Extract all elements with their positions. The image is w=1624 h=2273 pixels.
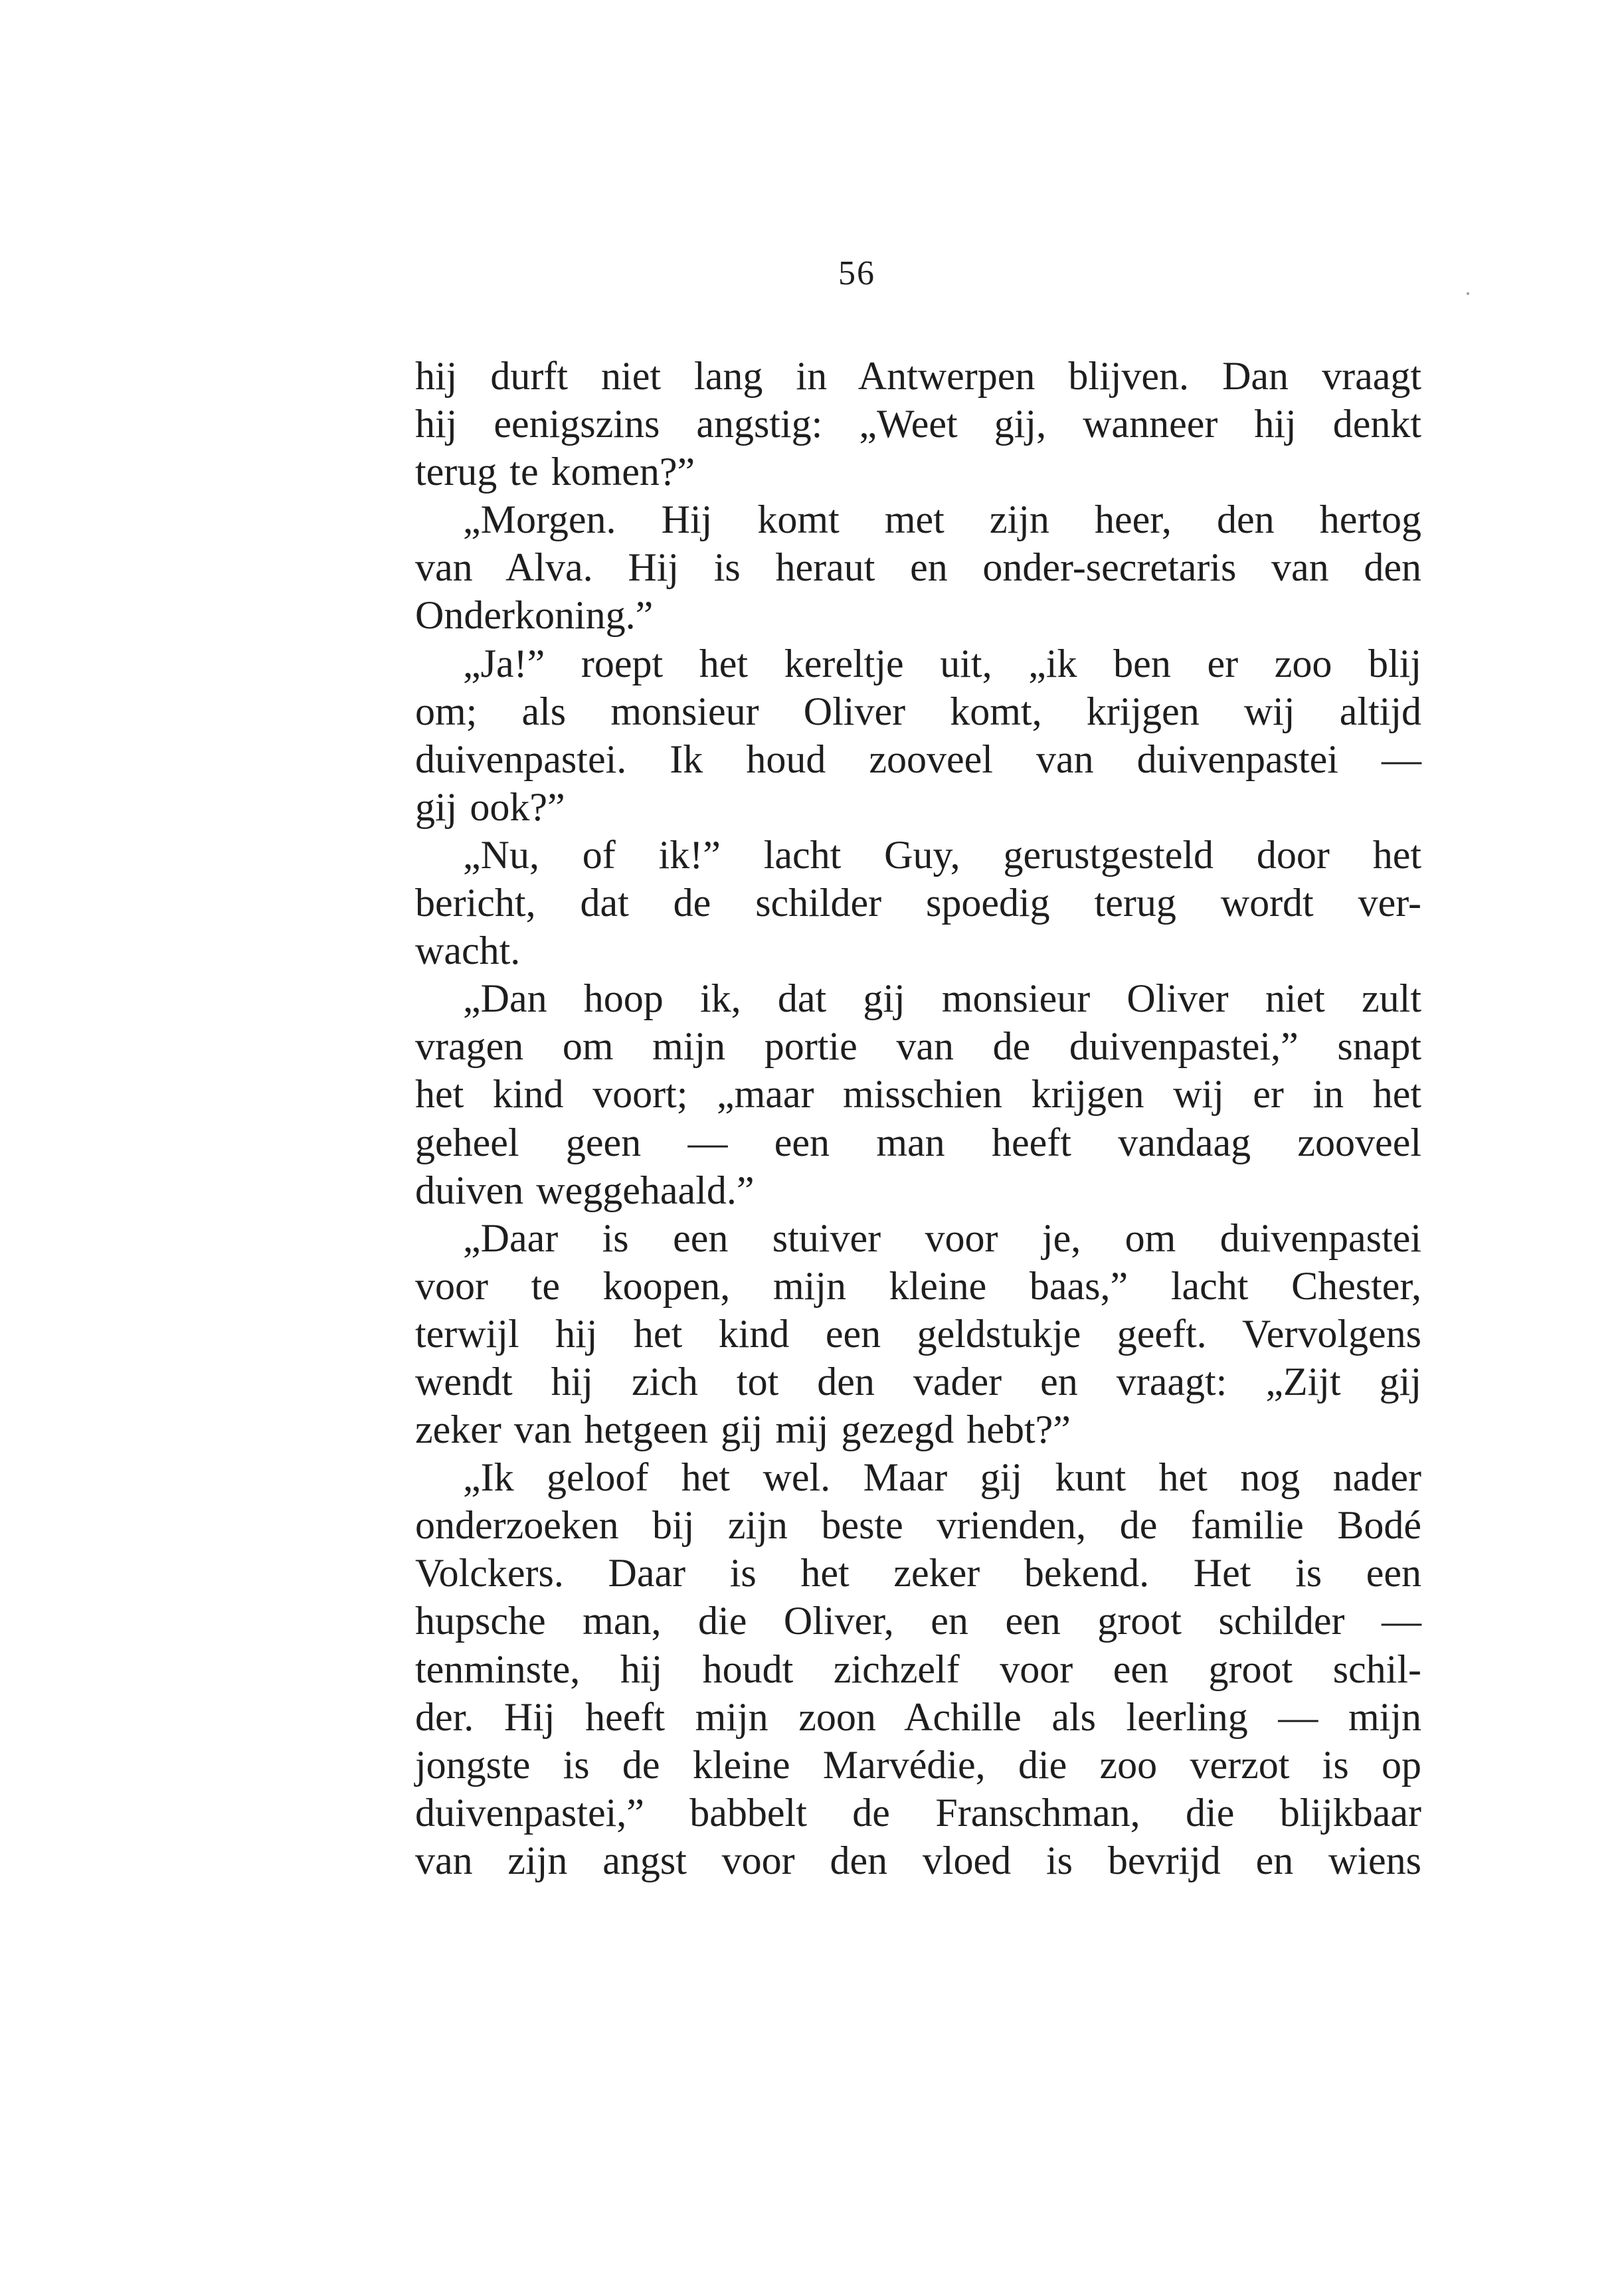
text-line: voor te koopen, mijn kleine baas,” lacht Chester,	[415, 1263, 1421, 1308]
text-line: „Daar is een stuiver voor je, om duivenpastei	[463, 1216, 1421, 1260]
text-line: hij eenigszins angstig: „Weet gij, wanneer hij denkt	[415, 402, 1421, 446]
text-line: geheel geen — een man heeft vandaag zooveel	[415, 1120, 1421, 1164]
text-line: „Nu, of ik!” lacht Guy, gerustgesteld door het	[463, 832, 1421, 877]
text-line: Volckers. Daar is het zeker bekend. Het is een	[415, 1551, 1421, 1595]
page-number: 56	[838, 254, 875, 292]
text-line: „Morgen. Hij komt met zijn heer, den hertog	[463, 498, 1421, 542]
text-line: bericht, dat de schilder spoedig terug wordt ver-	[415, 881, 1421, 925]
text-line: terwijl hij het kind een geldstukje geeft. Vervolgens	[415, 1311, 1421, 1356]
text-line: om; als monsieur Oliver komt, krijgen wij altijd	[415, 689, 1421, 733]
text-line: „Ja!” roept het kereltje uit, „ik ben er zoo blij	[463, 641, 1421, 685]
text-line: „Ik geloof het wel. Maar gij kunt het nog nader	[463, 1455, 1421, 1500]
text-line: Onderkoning.”	[415, 593, 654, 638]
text-line: onderzoeken bij zijn beste vrienden, de familie Bodé	[415, 1503, 1421, 1548]
text-line: duiven weggehaald.”	[415, 1168, 755, 1212]
text-line: terug te komen?”	[415, 450, 695, 494]
text-line: duivenpastei,” babbelt de Franschman, die blijkbaar	[415, 1790, 1421, 1835]
text-line: wendt hij zich tot den vader en vraagt: „Zijt gij	[415, 1359, 1421, 1404]
text-line: jongste is de kleine Marvédie, die zoo verzot is op	[415, 1742, 1421, 1787]
text-line: vragen om mijn portie van de duivenpastei,” snapt	[415, 1024, 1421, 1069]
text-line: zeker van hetgeen gij mij gezegd hebt?”	[415, 1408, 1071, 1452]
text-line: het kind voort; „maar misschien krijgen wij er in het	[415, 1072, 1421, 1117]
body-text	[415, 352, 1421, 1884]
text-line: hupsche man, die Oliver, en een groot schilder —	[415, 1599, 1421, 1643]
text-line: „Dan hoop ik, dat gij monsieur Oliver niet zult	[463, 976, 1421, 1021]
text-line: hij durft niet lang in Antwerpen blijven. Dan vraagt	[415, 354, 1421, 398]
text-line: van Alva. Hij is heraut en onder-secretaris van den	[415, 545, 1421, 590]
text-line: der. Hij heeft mijn zoon Achille als leerling — mijn	[415, 1694, 1421, 1739]
text-line: duivenpastei. Ik houd zooveel van duivenpastei —	[415, 737, 1421, 781]
stray-mark	[1467, 292, 1469, 295]
text-line: gij ook?”	[415, 784, 565, 829]
text-line: van zijn angst voor den vloed is bevrijd en wiens	[415, 1838, 1421, 1882]
text-line: tenminste, hij houdt zichzelf voor een groot schil-	[415, 1647, 1421, 1691]
text-line: wacht.	[415, 929, 521, 973]
